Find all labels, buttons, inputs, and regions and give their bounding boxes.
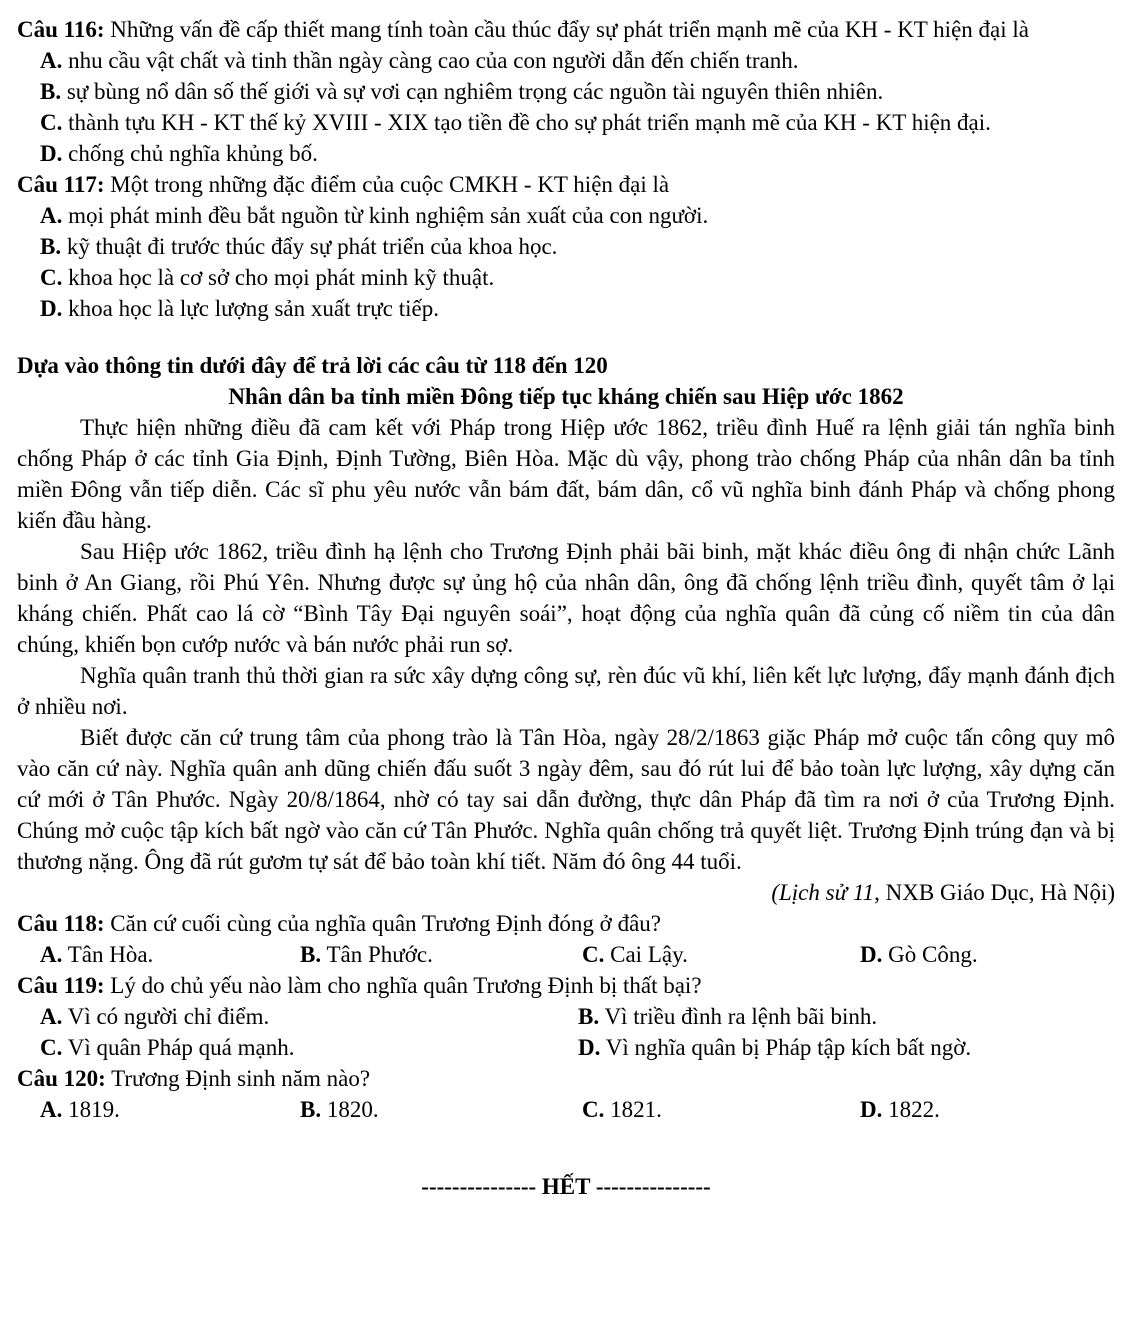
- question-116: [17, 14, 1115, 169]
- question-number: Câu 118:: [17, 911, 105, 936]
- option-text: 1821.: [610, 1097, 662, 1122]
- option-d: [578, 1032, 1115, 1063]
- option-letter: C.: [582, 1097, 605, 1122]
- dashes-right: ---------------: [595, 1174, 711, 1199]
- options-grid: [17, 1001, 1115, 1063]
- option-text: mọi phát minh đều bắt nguồn từ kinh nghiệm sản xuất của con người.: [68, 203, 709, 228]
- option-b: [17, 231, 1115, 262]
- question-text: Một trong những đặc điểm của cuộc CMKH - KT hiện đại là: [110, 172, 670, 197]
- option-text: Tân Phước.: [326, 942, 433, 967]
- option-c: [17, 107, 1115, 138]
- question-text: Trương Định sinh năm nào?: [111, 1066, 371, 1091]
- option-c: [582, 939, 860, 970]
- option-letter: A.: [40, 203, 63, 228]
- question-number: Câu 116:: [17, 17, 105, 42]
- option-a: [17, 45, 1115, 76]
- option-letter: C.: [40, 1035, 63, 1060]
- citation-source: (Lịch sử 11: [771, 880, 875, 905]
- question-line: [17, 970, 1115, 1001]
- option-b: [17, 76, 1115, 107]
- option-d: [860, 1094, 1115, 1125]
- option-d: [17, 293, 1115, 324]
- option-letter: D.: [40, 141, 63, 166]
- option-text: Vì nghĩa quân bị Pháp tập kích bất ngờ.: [605, 1035, 972, 1060]
- option-a: [40, 939, 300, 970]
- option-text: chống chủ nghĩa khủng bố.: [68, 141, 318, 166]
- option-letter: B.: [40, 79, 62, 104]
- option-text: Vì có người chỉ điểm.: [67, 1004, 270, 1029]
- option-c: [582, 1094, 860, 1125]
- passage-paragraph-3: Nghĩa quân tranh thủ thời gian ra sức xây dựng công sự, rèn đúc vũ khí, liên kết lực lượng, đẩy mạnh đánh địch ở nhiều nơi.: [17, 663, 1115, 719]
- passage-instruction: Dựa vào thông tin dưới đây để trả lời các câu từ 118 đến 120: [17, 353, 608, 378]
- option-text: nhu cầu vật chất và tinh thần ngày càng cao của con người dẫn đến chiến tranh.: [68, 48, 799, 73]
- passage-paragraph-4: Biết được căn cứ trung tâm của phong trào là Tân Hòa, ngày 28/2/1863 giặc Pháp mở cuộc tấn công quy mô vào căn cứ này. Nghĩa quân anh dũng chiến đấu suốt 3 ngày đêm, sau đó rút lui để bảo toàn lực lượng, xây dựng căn cứ mới ở Tân Phước. Ngày 20/8/1864, nhờ có tay sai dẫn đường, thực dân Pháp đã tìm ra nơi ở của Trương Định. Chúng mở cuộc tập kích bất ngờ vào căn cứ Tân Phước. Nghĩa quân chống trả quyết liệt. Trương Định trúng đạn và bị thương nặng. Ông đã rút gươm tự sát để bảo toàn khí tiết. Năm đó ông 44 tuổi.: [17, 725, 1115, 874]
- option-d: [17, 138, 1115, 169]
- option-b: [578, 1001, 1115, 1032]
- question-119: [17, 970, 1115, 1063]
- question-number: Câu 117:: [17, 172, 105, 197]
- dashes-left: ---------------: [421, 1174, 537, 1199]
- passage-paragraph-2: Sau Hiệp ước 1862, triều đình hạ lệnh cho Trương Định phải bãi binh, mặt khác điều ông đi nhận chức Lãnh binh ở An Giang, rồi Phú Yên. Nhưng được sự ủng hộ của nhân dân, ông đã chống lệnh triều đình, quyết tâm ở lại kháng chiến. Phất cao lá cờ “Bình Tây Đại nguyên soái”, hoạt động của nghĩa quân đã củng cố niềm tin của dân chúng, khiến bọn cướp nước và bán nước phải run sợ.: [17, 539, 1115, 657]
- question-text: Căn cứ cuối cùng của nghĩa quân Trương Định đóng ở đâu?: [110, 911, 661, 936]
- option-b: [300, 939, 582, 970]
- option-text: sự bùng nổ dân số thế giới và sự vơi cạn nghiêm trọng các nguồn tài nguyên thiên nhiên.: [66, 79, 884, 104]
- question-line: [17, 14, 1115, 45]
- option-a: [40, 1001, 578, 1032]
- option-text: khoa học là lực lượng sản xuất trực tiếp.: [68, 296, 439, 321]
- citation-publisher: , NXB Giáo Dục, Hà Nội): [874, 880, 1115, 905]
- option-letter: D.: [578, 1035, 601, 1060]
- option-letter: A.: [40, 48, 63, 73]
- option-letter: B.: [300, 1097, 322, 1122]
- option-text: thành tựu KH - KT thế kỷ XVIII - XIX tạo tiền đề cho sự phát triển mạnh mẽ của KH - KT hiện đại.: [68, 110, 991, 135]
- option-letter: A.: [40, 942, 63, 967]
- option-text: Vì quân Pháp quá mạnh.: [67, 1035, 295, 1060]
- options-row: [17, 1094, 1115, 1125]
- option-letter: B.: [300, 942, 322, 967]
- passage-citation: [17, 877, 1115, 908]
- option-text: 1819.: [68, 1097, 120, 1122]
- option-letter: B.: [578, 1004, 600, 1029]
- question-text: Lý do chủ yếu nào làm cho nghĩa quân Trương Định bị thất bại?: [110, 973, 702, 998]
- option-letter: C.: [40, 265, 63, 290]
- option-b: [300, 1094, 582, 1125]
- option-letter: A.: [40, 1097, 63, 1122]
- question-line: [17, 169, 1115, 200]
- exam-page: [17, 14, 1115, 1202]
- option-letter: D.: [40, 296, 63, 321]
- option-a: [17, 200, 1115, 231]
- option-letter: C.: [582, 942, 605, 967]
- option-letter: D.: [860, 942, 883, 967]
- option-letter: C.: [40, 110, 63, 135]
- option-c: [17, 262, 1115, 293]
- option-text: 1820.: [326, 1097, 379, 1122]
- question-line: [17, 1063, 1115, 1094]
- option-text: Tân Hòa.: [67, 942, 154, 967]
- option-c: [40, 1032, 578, 1063]
- option-text: Gò Công.: [888, 942, 978, 967]
- option-a: [40, 1094, 300, 1125]
- passage-title: Nhân dân ba tỉnh miền Đông tiếp tục kháng chiến sau Hiệp ước 1862: [228, 384, 904, 409]
- option-text: Cai Lậy.: [610, 942, 688, 967]
- option-letter: B.: [40, 234, 62, 259]
- option-letter: D.: [860, 1097, 883, 1122]
- reading-passage: [17, 350, 1115, 908]
- question-line: [17, 908, 1115, 939]
- question-120: [17, 1063, 1115, 1125]
- passage-paragraph-1: Thực hiện những điều đã cam kết với Pháp trong Hiệp ước 1862, triều đình Huế ra lệnh giải tán nghĩa binh chống Pháp ở các tỉnh Gia Định, Định Tường, Biên Hòa. Mặc dù vậy, phong trào chống Pháp của nhân dân ba tỉnh miền Đông vẫn tiếp diễn. Các sĩ phu yêu nước vẫn bám đất, bám dân, cổ vũ nghĩa binh đánh Pháp và chống phong kiến đầu hàng.: [17, 415, 1115, 533]
- option-letter: A.: [40, 1004, 63, 1029]
- end-of-exam-marker: [17, 1171, 1115, 1202]
- end-label: HẾT: [541, 1174, 591, 1199]
- options-row: [17, 939, 1115, 970]
- option-text: 1822.: [888, 1097, 940, 1122]
- question-117: [17, 169, 1115, 324]
- question-number: Câu 120:: [17, 1066, 106, 1091]
- option-text: khoa học là cơ sở cho mọi phát minh kỹ thuật.: [68, 265, 495, 290]
- question-118: [17, 908, 1115, 970]
- option-d: [860, 939, 1115, 970]
- question-number: Câu 119:: [17, 973, 105, 998]
- option-text: Vì triều đình ra lệnh bãi binh.: [604, 1004, 878, 1029]
- option-text: kỹ thuật đi trước thúc đẩy sự phát triển của khoa học.: [66, 234, 558, 259]
- question-text: Những vấn đề cấp thiết mang tính toàn cầu thúc đẩy sự phát triển mạnh mẽ của KH - KT hiện đại là: [110, 17, 1029, 42]
